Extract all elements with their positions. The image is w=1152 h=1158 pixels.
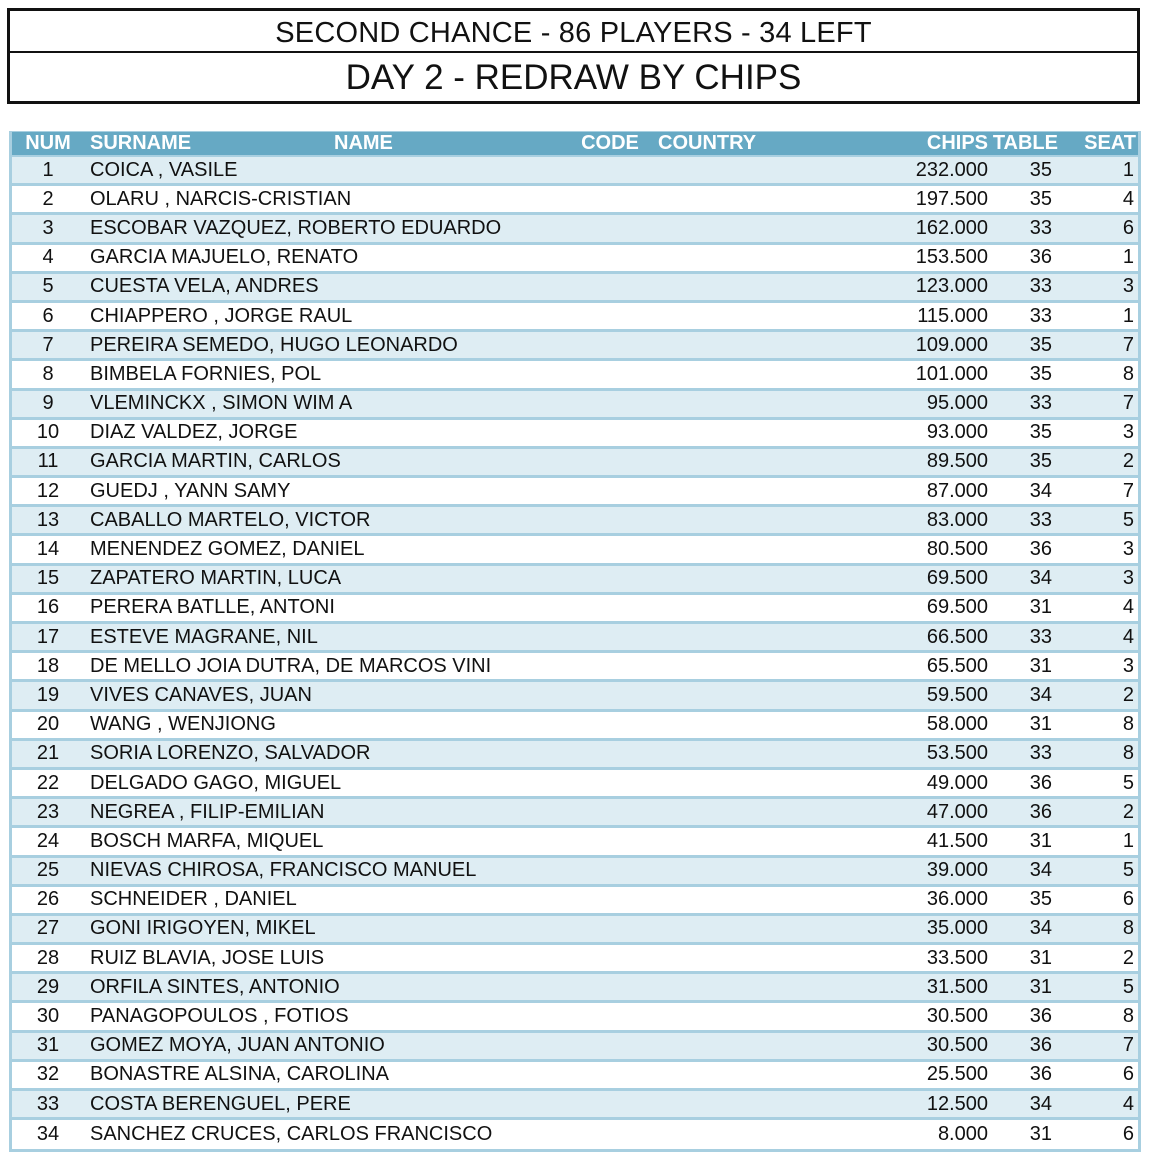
cell-player: OLARU , NARCIS-CRISTIAN — [90, 187, 352, 210]
cell-chips: 53.500 — [926, 742, 988, 765]
cell-num: 27 — [36, 917, 60, 940]
cell-seat: 5 — [1122, 975, 1134, 998]
table-row — [12, 1033, 1138, 1062]
cell-player: BONASTRE ALSINA, CAROLINA — [90, 1063, 389, 1086]
table-row — [12, 712, 1138, 741]
cell-seat: 3 — [1122, 567, 1134, 590]
cell-seat: 6 — [1122, 888, 1134, 911]
cell-seat: 4 — [1122, 596, 1134, 619]
table-row — [12, 1120, 1138, 1149]
table-row — [12, 245, 1138, 274]
cell-num: 2 — [42, 187, 54, 210]
cell-chips: 65.500 — [926, 654, 988, 677]
table-row — [12, 157, 1138, 186]
cell-num: 14 — [36, 538, 60, 561]
header-num: NUM — [25, 132, 71, 154]
event-title: SECOND CHANCE - 86 PLAYERS - 34 LEFT — [10, 11, 1137, 53]
cell-chips: 66.500 — [926, 625, 988, 648]
cell-table: 33 — [1029, 304, 1052, 327]
cell-table: 31 — [1029, 1123, 1052, 1146]
cell-num: 16 — [36, 596, 60, 619]
cell-table: 31 — [1029, 713, 1052, 736]
cell-table: 36 — [1029, 771, 1052, 794]
cell-table: 34 — [1029, 1092, 1052, 1115]
cell-seat: 7 — [1122, 392, 1134, 415]
table-row — [12, 303, 1138, 332]
cell-chips: 36.000 — [926, 888, 988, 911]
cell-seat: 3 — [1122, 421, 1134, 444]
cell-chips: 95.000 — [926, 392, 988, 415]
cell-table: 36 — [1029, 1005, 1052, 1028]
cell-player: RUIZ BLAVIA, JOSE LUIS — [90, 946, 325, 969]
table-row — [12, 828, 1138, 857]
cell-num: 8 — [42, 362, 54, 385]
cell-player: COSTA BERENGUEL, PERE — [90, 1092, 351, 1115]
cell-player: SANCHEZ CRUCES, CARLOS FRANCISCO — [90, 1123, 493, 1146]
cell-table: 34 — [1029, 859, 1052, 882]
table-row — [12, 682, 1138, 711]
cell-chips: 33.500 — [926, 946, 988, 969]
cell-player: SCHNEIDER , DANIEL — [90, 888, 297, 911]
cell-seat: 3 — [1122, 654, 1134, 677]
cell-player: GOMEZ MOYA, JUAN ANTONIO — [90, 1034, 385, 1057]
cell-seat: 3 — [1122, 538, 1134, 561]
cell-chips: 123.000 — [915, 275, 988, 298]
table-row — [12, 536, 1138, 565]
cell-player: CUESTA VELA, ANDRES — [90, 275, 319, 298]
cell-player: GARCIA MARTIN, CARLOS — [90, 450, 341, 473]
cell-chips: 109.000 — [915, 333, 988, 356]
cell-table: 35 — [1029, 158, 1052, 181]
cell-player: DELGADO GAGO, MIGUEL — [90, 771, 342, 794]
cell-num: 11 — [37, 450, 59, 473]
header-chips: CHIPS — [926, 132, 988, 154]
cell-num: 24 — [36, 829, 60, 852]
cell-player: GARCIA MAJUELO, RENATO — [90, 246, 359, 269]
cell-num: 28 — [36, 946, 60, 969]
cell-seat: 7 — [1122, 333, 1134, 356]
cell-table: 33 — [1029, 216, 1052, 239]
cell-num: 3 — [42, 216, 54, 239]
cell-player: BOSCH MARFA, MIQUEL — [90, 829, 324, 852]
cell-table: 33 — [1029, 508, 1052, 531]
table-row — [12, 566, 1138, 595]
cell-player: ORFILA SINTES, ANTONIO — [90, 975, 340, 998]
table-row — [12, 332, 1138, 361]
cell-chips: 101.000 — [915, 362, 988, 385]
cell-table: 36 — [1029, 800, 1052, 823]
cell-player: MENENDEZ GOMEZ, DANIEL — [90, 538, 365, 561]
table-row — [12, 741, 1138, 770]
cell-table: 33 — [1029, 275, 1052, 298]
header-table: TABLE — [992, 132, 1058, 154]
header-name: NAME — [334, 132, 393, 154]
table-row — [12, 215, 1138, 244]
cell-seat: 3 — [1122, 275, 1134, 298]
cell-seat: 1 — [1122, 158, 1134, 181]
cell-player: WANG , WENJIONG — [90, 713, 276, 736]
cell-table: 31 — [1029, 946, 1052, 969]
header-code: CODE — [581, 132, 639, 154]
cell-chips: 115.000 — [917, 304, 988, 327]
cell-num: 4 — [42, 246, 54, 269]
header-surname: SURNAME — [90, 132, 192, 154]
cell-player: ZAPATERO MARTIN, LUCA — [90, 567, 342, 590]
cell-player: PANAGOPOULOS , FOTIOS — [90, 1005, 349, 1028]
table-row — [12, 507, 1138, 536]
cell-player: VIVES CANAVES, JUAN — [90, 683, 312, 706]
cell-chips: 39.000 — [926, 859, 988, 882]
cell-seat: 1 — [1122, 829, 1134, 852]
cell-player: DIAZ VALDEZ, JORGE — [90, 421, 298, 444]
cell-chips: 30.500 — [926, 1005, 988, 1028]
cell-seat: 2 — [1122, 946, 1134, 969]
cell-num: 20 — [36, 713, 60, 736]
cell-chips: 69.500 — [926, 596, 988, 619]
cell-table: 34 — [1029, 479, 1052, 502]
cell-table: 31 — [1029, 829, 1052, 852]
cell-seat: 4 — [1122, 625, 1134, 648]
cell-num: 7 — [42, 333, 54, 356]
table-row — [12, 916, 1138, 945]
cell-chips: 58.000 — [926, 713, 988, 736]
table-row — [12, 653, 1138, 682]
cell-seat: 2 — [1122, 800, 1134, 823]
cell-table: 35 — [1029, 362, 1052, 385]
cell-num: 21 — [36, 742, 60, 765]
cell-chips: 87.000 — [926, 479, 988, 502]
cell-chips: 89.500 — [926, 450, 988, 473]
table-row — [12, 361, 1138, 390]
cell-seat: 8 — [1122, 742, 1134, 765]
cell-chips: 83.000 — [926, 508, 988, 531]
cell-num: 32 — [36, 1063, 60, 1086]
cell-table: 31 — [1029, 654, 1052, 677]
table-row — [12, 186, 1138, 215]
table-row — [12, 449, 1138, 478]
cell-player: ESCOBAR VAZQUEZ, ROBERTO EDUARDO — [90, 216, 502, 239]
cell-seat: 8 — [1122, 713, 1134, 736]
cell-num: 6 — [42, 304, 54, 327]
cell-num: 5 — [42, 275, 54, 298]
cell-chips: 80.500 — [926, 538, 988, 561]
cell-chips: 31.500 — [926, 975, 988, 998]
cell-chips: 8.000 — [937, 1123, 988, 1146]
table-row — [12, 945, 1138, 974]
cell-num: 22 — [36, 771, 60, 794]
cell-table: 33 — [1029, 742, 1052, 765]
cell-chips: 59.500 — [926, 683, 988, 706]
cell-chips: 69.500 — [926, 567, 988, 590]
cell-num: 25 — [36, 859, 60, 882]
cell-chips: 153.500 — [915, 246, 988, 269]
table-row — [12, 274, 1138, 303]
table-row — [12, 858, 1138, 887]
table-row — [12, 595, 1138, 624]
cell-seat: 8 — [1122, 1005, 1134, 1028]
table-body — [12, 157, 1138, 1149]
cell-num: 12 — [36, 479, 60, 502]
cell-player: CABALLO MARTELO, VICTOR — [90, 508, 371, 531]
cell-num: 23 — [36, 800, 60, 823]
cell-seat: 6 — [1122, 216, 1134, 239]
cell-seat: 7 — [1122, 479, 1134, 502]
cell-table: 31 — [1029, 975, 1052, 998]
cell-seat: 6 — [1122, 1063, 1134, 1086]
cell-seat: 4 — [1122, 187, 1134, 210]
cell-player: PEREIRA SEMEDO, HUGO LEONARDO — [90, 333, 458, 356]
table-row — [12, 420, 1138, 449]
cell-num: 10 — [36, 421, 60, 444]
table-row — [12, 974, 1138, 1003]
table-row — [12, 1003, 1138, 1032]
cell-chips: 47.000 — [926, 800, 988, 823]
cell-seat: 4 — [1122, 1092, 1134, 1115]
cell-seat: 6 — [1122, 1123, 1134, 1146]
table-row — [12, 478, 1138, 507]
cell-num: 34 — [36, 1123, 60, 1146]
cell-table: 31 — [1029, 596, 1052, 619]
cell-player: ESTEVE MAGRANE, NIL — [90, 625, 318, 648]
table-row — [12, 391, 1138, 420]
table-row — [12, 1062, 1138, 1091]
cell-player: CHIAPPERO , JORGE RAUL — [90, 304, 353, 327]
cell-chips: 41.500 — [926, 829, 988, 852]
table-row — [12, 770, 1138, 799]
cell-table: 33 — [1029, 392, 1052, 415]
cell-num: 13 — [36, 508, 60, 531]
cell-chips: 232.000 — [915, 158, 988, 181]
page-title: DAY 2 - REDRAW BY CHIPS — [345, 58, 802, 97]
table-row — [12, 1091, 1138, 1120]
cell-seat: 2 — [1122, 450, 1134, 473]
cell-seat: 1 — [1122, 246, 1134, 269]
cell-table: 35 — [1029, 333, 1052, 356]
cell-player: BIMBELA FORNIES, POL — [90, 362, 322, 385]
cell-table: 36 — [1029, 1034, 1052, 1057]
header-country: COUNTRY — [658, 132, 757, 154]
cell-table: 36 — [1029, 246, 1052, 269]
cell-chips: 35.000 — [926, 917, 988, 940]
table-row — [12, 799, 1138, 828]
cell-table: 36 — [1029, 538, 1052, 561]
header-seat: SEAT — [1084, 132, 1136, 154]
cell-seat: 5 — [1122, 508, 1134, 531]
table-header — [12, 131, 1138, 157]
cell-chips: 25.500 — [926, 1063, 988, 1086]
cell-seat: 8 — [1122, 362, 1134, 385]
cell-num: 17 — [36, 625, 60, 648]
cell-player: PERERA BATLLE, ANTONI — [90, 596, 335, 619]
cell-chips: 93.000 — [926, 421, 988, 444]
cell-chips: 49.000 — [926, 771, 988, 794]
cell-seat: 2 — [1122, 683, 1134, 706]
cell-table: 36 — [1029, 1063, 1052, 1086]
redraw-table — [9, 131, 1141, 1152]
cell-table: 34 — [1029, 917, 1052, 940]
cell-num: 9 — [42, 392, 54, 415]
cell-seat: 8 — [1122, 917, 1134, 940]
cell-num: 29 — [36, 975, 60, 998]
cell-table: 34 — [1029, 683, 1052, 706]
cell-num: 30 — [36, 1005, 60, 1028]
table-row — [12, 887, 1138, 916]
cell-table: 35 — [1029, 421, 1052, 444]
cell-player: VLEMINCKX , SIMON WIM A — [90, 392, 353, 415]
cell-chips: 12.500 — [926, 1092, 988, 1115]
cell-num: 19 — [36, 683, 60, 706]
table-row — [12, 624, 1138, 653]
cell-player: SORIA LORENZO, SALVADOR — [90, 742, 371, 765]
cell-table: 34 — [1029, 567, 1052, 590]
cell-seat: 5 — [1122, 771, 1134, 794]
cell-num: 33 — [36, 1092, 60, 1115]
cell-chips: 162.000 — [915, 216, 988, 239]
cell-seat: 1 — [1122, 304, 1134, 327]
cell-seat: 5 — [1122, 859, 1134, 882]
cell-player: GUEDJ , YANN SAMY — [90, 479, 291, 502]
cell-num: 1 — [42, 158, 54, 181]
cell-player: DE MELLO JOIA DUTRA, DE MARCOS VINI — [90, 654, 492, 677]
cell-seat: 7 — [1122, 1034, 1134, 1057]
cell-chips: 197.500 — [915, 187, 988, 210]
cell-table: 33 — [1029, 625, 1052, 648]
cell-num: 18 — [36, 654, 60, 677]
title-box — [7, 8, 1140, 104]
cell-player: COICA , VASILE — [90, 158, 238, 181]
cell-player: GONI IRIGOYEN, MIKEL — [90, 917, 316, 940]
cell-chips: 30.500 — [926, 1034, 988, 1057]
cell-table: 35 — [1029, 888, 1052, 911]
cell-num: 31 — [36, 1034, 60, 1057]
cell-table: 35 — [1029, 187, 1052, 210]
cell-num: 15 — [36, 567, 60, 590]
cell-table: 35 — [1029, 450, 1052, 473]
cell-player: NEGREA , FILIP-EMILIAN — [90, 800, 325, 823]
cell-num: 26 — [36, 888, 60, 911]
cell-player: NIEVAS CHIROSA, FRANCISCO MANUEL — [90, 859, 477, 882]
